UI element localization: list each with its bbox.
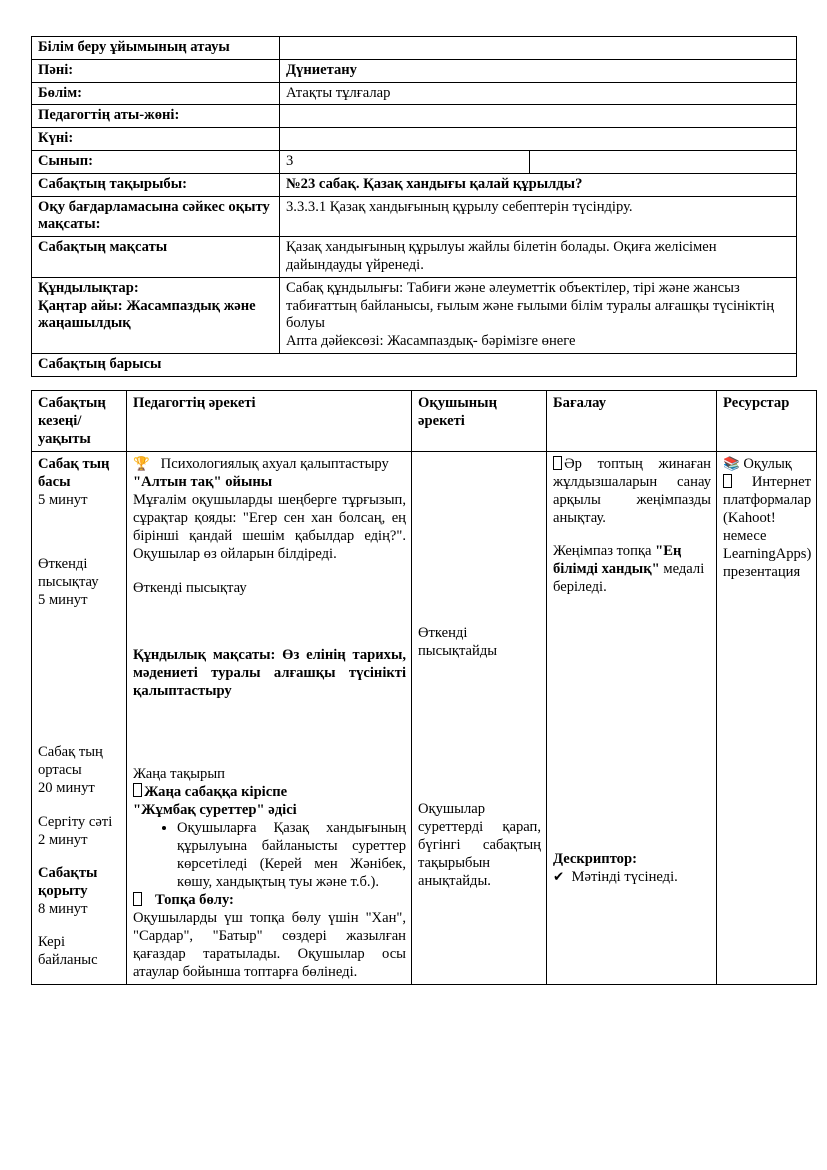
stage-lesson-start: Сабақ тың басы bbox=[38, 455, 110, 490]
checkmark-icon: ✔ bbox=[553, 870, 565, 886]
info-label-lesson-topic: Сабақтың тақырыбы: bbox=[32, 173, 280, 196]
assessment-descriptor-title: Дескриптор: bbox=[553, 851, 637, 868]
stage-lesson-start-time: 5 минут bbox=[38, 491, 88, 508]
teacher-new-lesson-intro-text: Жаңа сабаққа кіріспе bbox=[144, 783, 288, 800]
info-value-grade-extra bbox=[530, 150, 797, 173]
table-row bbox=[32, 277, 797, 353]
stage-column bbox=[32, 451, 127, 984]
stage-review-time: 5 минут bbox=[38, 591, 88, 608]
info-label-grade: Сынып: bbox=[32, 150, 280, 173]
table-row bbox=[32, 82, 797, 105]
assessment-winner-medal: "Ең білімді хандық" bbox=[553, 543, 682, 578]
info-label-section: Бөлім: bbox=[32, 82, 280, 105]
books-icon: 📚 bbox=[723, 456, 740, 472]
stage-feedback: Кері байланыс bbox=[38, 934, 98, 969]
missing-glyph-box-icon bbox=[553, 456, 562, 470]
teacher-value-goal: Құндылық мақсаты: Өз елінің тарихы, мәдениеті туралы алғашқы түсінікті қалыптастыру bbox=[133, 647, 406, 700]
teacher-bullet-list bbox=[133, 819, 406, 891]
resources-internet-label: Интернет платформалар (Kahoot! немесе LearningApps) презентация bbox=[723, 474, 812, 581]
lesson-process-title: Сабақтың барысы bbox=[32, 353, 797, 376]
assessment-descriptor-item: Мәтінді түсінеді. bbox=[571, 869, 678, 886]
table-row bbox=[32, 237, 797, 278]
assessment-stars-text: Әр топтың жинаған жұлдызшаларын санау арқылы жеңімпазды анықтау. bbox=[553, 455, 711, 526]
teacher-psych-intro-text: Психологиялық ахуал қалыптастыру bbox=[160, 455, 389, 472]
table-row bbox=[32, 196, 797, 237]
info-label-lesson-objective: Сабақтың мақсаты bbox=[32, 237, 280, 278]
list-item: • Оқушыларға Қазақ хандығының құрылуына байланысты суреттер көрсетіледі (Керей мен Жәнібек, көшу, хандықтың туы және т.б.). bbox=[177, 819, 406, 891]
stage-conclusion: Сабақты қорыту bbox=[38, 864, 98, 899]
assessment-winner-prefix: Жеңімпаз топқа bbox=[553, 543, 656, 560]
column-header-resources: Ресурстар bbox=[717, 390, 817, 451]
info-value-date bbox=[280, 128, 797, 151]
info-value-lesson-topic: №23 сабақ. Қазақ хандығы қалай құрылды? bbox=[280, 173, 797, 196]
student-action-column bbox=[412, 451, 547, 984]
info-label-values bbox=[32, 277, 280, 353]
table-row bbox=[32, 173, 797, 196]
missing-glyph-box-icon bbox=[723, 474, 732, 488]
teacher-grouping-body: Оқушыларды үш топқа бөлу үшін "Хан", "Сардар", "Батыр" сөздері жазылған қағаздар таратылады. Оқушылар осы атаулар бойынша топтарға бөлінеді. bbox=[133, 909, 406, 980]
table-row bbox=[32, 150, 797, 173]
values-text-lesson: Сабақ құндылығы: Табиғи және әлеуметтік объектілер, тірі және жансыз табиғаттың байланысы, ғылым және ғылыми білім туралы алғашқы түсініктің болуы bbox=[286, 279, 775, 332]
values-text-week-motto: Апта дәйексөзі: Жасампаздық- бәрімізге өнеге bbox=[286, 333, 576, 350]
table-header-row bbox=[32, 390, 817, 451]
lesson-info-table bbox=[31, 36, 797, 377]
resources-internet-row bbox=[723, 473, 811, 581]
stage-conclusion-time: 8 минут bbox=[38, 900, 88, 917]
teacher-new-lesson-intro bbox=[133, 783, 406, 801]
teacher-game-title: "Алтын тақ" ойыны bbox=[133, 474, 273, 491]
teacher-grouping-title: Топқа бөлу: bbox=[155, 891, 234, 908]
assessment-winner-row bbox=[553, 542, 711, 596]
assessment-column bbox=[547, 451, 717, 984]
info-value-subject: Дүниетану bbox=[280, 59, 797, 82]
info-value-section: Атақты тұлғалар bbox=[280, 82, 797, 105]
column-header-student-action: Оқушының әрекеті bbox=[412, 390, 547, 451]
student-observe-text: Оқушылар суреттерді қарап, бүгінгі сабақтың тақырыбын анықтайды. bbox=[418, 801, 541, 890]
info-value-teacher-name bbox=[280, 105, 797, 128]
table-row bbox=[32, 451, 817, 984]
table-row bbox=[32, 37, 797, 60]
info-value-grade: 3 bbox=[280, 150, 530, 173]
table-row bbox=[32, 128, 797, 151]
teacher-game-body: Мұғалім оқушыларды шеңберге тұрғызып, сұрақтар қояды: "Егер сен хан болсаң, ең бірінші қандай шешім қабылдар едің?". Оқушылар өз ойларын білдіреді. bbox=[133, 492, 406, 563]
table-spacer bbox=[31, 377, 797, 391]
resources-column bbox=[717, 451, 817, 984]
info-label-date: Күні: bbox=[32, 128, 280, 151]
stage-lesson-middle-time: 20 минут bbox=[38, 780, 95, 797]
assessment-stars-row bbox=[553, 455, 711, 527]
column-header-teacher-action: Педагогтің әрекеті bbox=[127, 390, 412, 451]
column-header-assessment: Бағалау bbox=[547, 390, 717, 451]
stage-energizer-time: 2 минут bbox=[38, 831, 88, 848]
resources-book-row bbox=[723, 455, 811, 474]
teacher-psych-intro-block bbox=[133, 455, 406, 474]
info-label-curriculum-objective: Оқу бағдарламасына сәйкес оқыту мақсаты: bbox=[32, 196, 280, 237]
student-review-text: Өткенді пысықтайды bbox=[418, 625, 498, 660]
info-value-organization bbox=[280, 37, 797, 60]
teacher-review-text: Өткенді пысықтау bbox=[133, 579, 247, 596]
table-row bbox=[32, 59, 797, 82]
teacher-grouping-title-row bbox=[133, 891, 406, 909]
info-value-curriculum-objective: 3.3.3.1 Қазақ хандығының құрылу себептерін түсіндіру. bbox=[280, 196, 797, 237]
info-value-values bbox=[280, 277, 797, 353]
assessment-descriptor-item-row bbox=[553, 868, 711, 887]
values-label-line1: Құндылықтар: bbox=[38, 279, 139, 296]
values-label-line2: Қаңтар айы: Жасампаздық және жаңашылдық bbox=[38, 297, 256, 332]
missing-glyph-box-icon bbox=[133, 892, 142, 906]
info-label-teacher-name: Педагогтің аты-жөні: bbox=[32, 105, 280, 128]
info-label-organization: Білім беру ұйымының атауы bbox=[32, 37, 280, 60]
teacher-new-topic-label: Жаңа тақырып bbox=[133, 765, 225, 782]
teacher-action-column bbox=[127, 451, 412, 984]
stage-review: Өткенді пысықтау bbox=[38, 555, 99, 590]
missing-glyph-box-icon bbox=[133, 783, 142, 797]
info-label-subject: Пәні: bbox=[32, 59, 280, 82]
table-row bbox=[32, 105, 797, 128]
resources-book-label: Оқулық bbox=[743, 455, 792, 472]
trophy-icon: 🏆 bbox=[133, 456, 150, 472]
column-header-stage: Сабақтың кезеңі/ уақыты bbox=[32, 390, 127, 451]
stage-lesson-middle: Сабақ тың ортасы bbox=[38, 744, 103, 779]
info-value-lesson-objective: Қазақ хандығының құрылуы жайлы білетін болады. Оқиға желісімен дайындауды үйренеді. bbox=[280, 237, 797, 278]
teacher-method-title: "Жұмбақ суреттер" әдісі bbox=[133, 801, 297, 818]
assessment-winner-suffix: медалі беріледі. bbox=[553, 561, 705, 596]
lesson-process-table bbox=[31, 390, 817, 985]
stage-energizer: Сергіту сәті bbox=[38, 813, 113, 830]
table-row bbox=[32, 353, 797, 376]
